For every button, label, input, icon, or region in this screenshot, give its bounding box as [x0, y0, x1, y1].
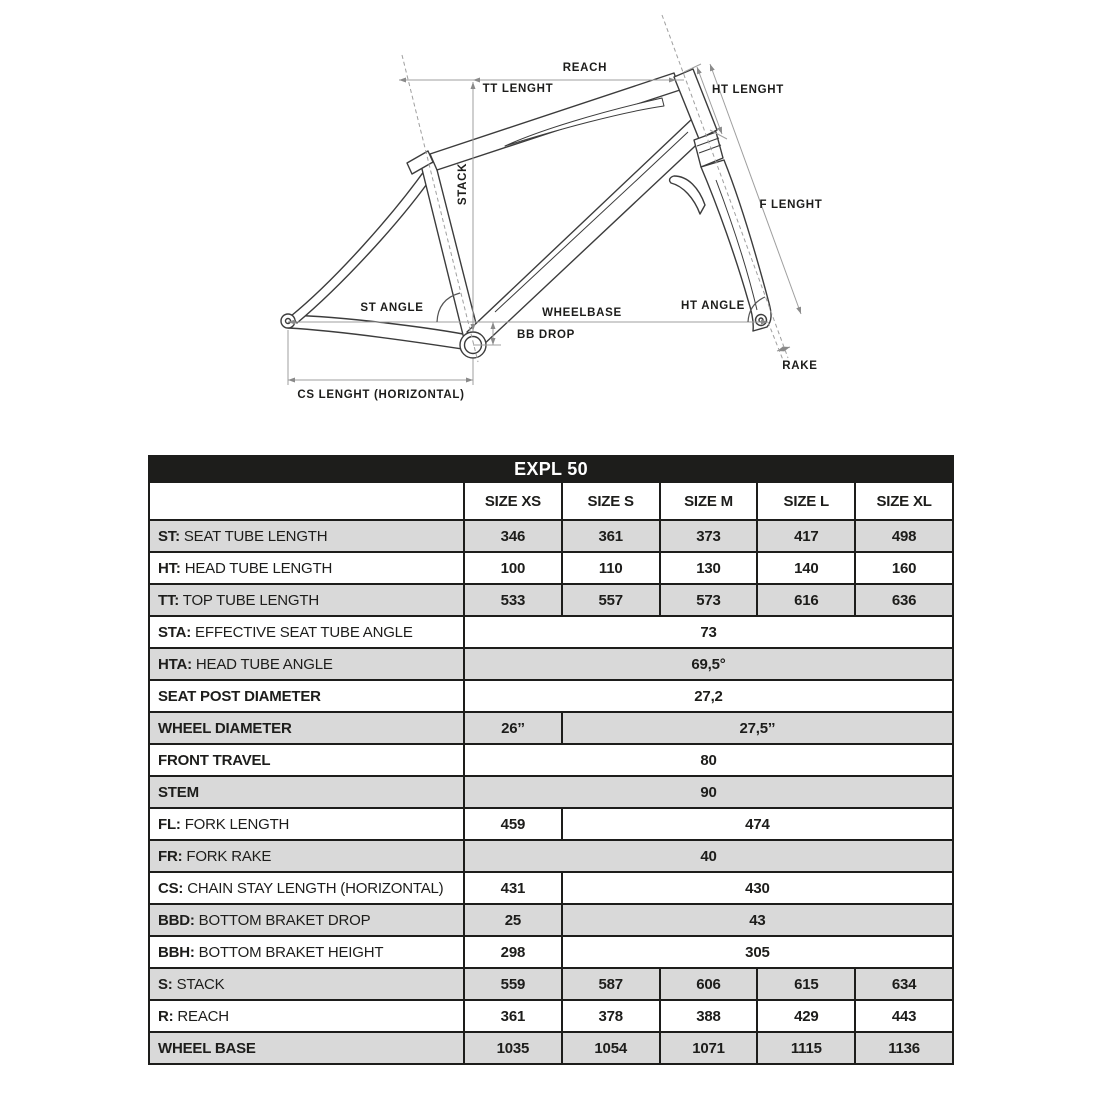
frame-geometry-diagram	[0, 0, 1100, 450]
table-row	[149, 584, 953, 616]
table-title: EXPL 50	[149, 456, 953, 482]
dim-label-rake: RAKE	[782, 360, 818, 372]
column-header: SIZE M	[660, 482, 758, 520]
value-cell: 636	[855, 584, 953, 616]
table-row	[149, 872, 953, 904]
column-header: SIZE L	[757, 482, 855, 520]
table-row	[149, 744, 953, 776]
table-row	[149, 968, 953, 1000]
row-label: STA: EFFECTIVE SEAT TUBE ANGLE	[149, 616, 464, 648]
column-header: SIZE XS	[464, 482, 562, 520]
value-cell: 27,5’’	[562, 712, 953, 744]
value-cell: 616	[757, 584, 855, 616]
value-cell: 634	[855, 968, 953, 1000]
row-label: BBD: BOTTOM BRAKET DROP	[149, 904, 464, 936]
value-cell: 429	[757, 1000, 855, 1032]
dim-label-f-length: F LENGHT	[759, 199, 823, 211]
value-cell: 361	[464, 1000, 562, 1032]
value-cell: 69,5°	[464, 648, 953, 680]
row-label: ST: SEAT TUBE LENGTH	[149, 520, 464, 552]
value-cell: 1035	[464, 1032, 562, 1064]
row-label: FL: FORK LENGTH	[149, 808, 464, 840]
table-row	[149, 904, 953, 936]
bike-frame-drawing	[281, 69, 771, 358]
value-cell: 498	[855, 520, 953, 552]
value-cell: 474	[562, 808, 953, 840]
value-cell: 559	[464, 968, 562, 1000]
table-row	[149, 552, 953, 584]
value-cell: 43	[562, 904, 953, 936]
column-header: SIZE XL	[855, 482, 953, 520]
row-label: CS: CHAIN STAY LENGTH (HORIZONTAL)	[149, 872, 464, 904]
value-cell: 27,2	[464, 680, 953, 712]
value-cell: 1136	[855, 1032, 953, 1064]
value-cell: 417	[757, 520, 855, 552]
value-cell: 130	[660, 552, 758, 584]
value-cell: 1115	[757, 1032, 855, 1064]
value-cell: 160	[855, 552, 953, 584]
dim-label-ht-angle: HT ANGLE	[681, 300, 745, 312]
table-row	[149, 520, 953, 552]
value-cell: 361	[562, 520, 660, 552]
dim-label-reach: REACH	[562, 62, 608, 74]
value-cell: 110	[562, 552, 660, 584]
table-row	[149, 808, 953, 840]
dim-label-tt-length: TT LENGHT	[482, 83, 554, 95]
table-row	[149, 712, 953, 744]
value-cell: 80	[464, 744, 953, 776]
table-row	[149, 648, 953, 680]
geometry-table	[148, 455, 954, 1065]
value-cell: 100	[464, 552, 562, 584]
value-cell: 305	[562, 936, 953, 968]
corner-cell	[149, 482, 464, 520]
value-cell: 1054	[562, 1032, 660, 1064]
row-label: STEM	[149, 776, 464, 808]
row-label: TT: TOP TUBE LENGTH	[149, 584, 464, 616]
table-row	[149, 776, 953, 808]
value-cell: 615	[757, 968, 855, 1000]
dim-label-bb-drop: BB DROP	[517, 329, 575, 341]
table-row	[149, 1032, 953, 1064]
table-title-row	[149, 456, 953, 482]
row-label: R: REACH	[149, 1000, 464, 1032]
value-cell: 606	[660, 968, 758, 1000]
value-cell: 533	[464, 584, 562, 616]
value-cell: 373	[660, 520, 758, 552]
dim-label-ht-length: HT LENGHT	[711, 84, 785, 96]
value-cell: 459	[464, 808, 562, 840]
value-cell: 26’’	[464, 712, 562, 744]
value-cell: 140	[757, 552, 855, 584]
row-label: S: STACK	[149, 968, 464, 1000]
dim-label-cs-length: CS LENGHT (HORIZONTAL)	[297, 389, 465, 401]
value-cell: 378	[562, 1000, 660, 1032]
value-cell: 73	[464, 616, 953, 648]
row-label: WHEEL DIAMETER	[149, 712, 464, 744]
value-cell: 388	[660, 1000, 758, 1032]
row-label: FRONT TRAVEL	[149, 744, 464, 776]
row-label: BBH: BOTTOM BRAKET HEIGHT	[149, 936, 464, 968]
value-cell: 90	[464, 776, 953, 808]
value-cell: 443	[855, 1000, 953, 1032]
value-cell: 557	[562, 584, 660, 616]
value-cell: 25	[464, 904, 562, 936]
table-row	[149, 936, 953, 968]
row-label: SEAT POST DIAMETER	[149, 680, 464, 712]
table-row	[149, 840, 953, 872]
table-row	[149, 680, 953, 712]
value-cell: 1071	[660, 1032, 758, 1064]
row-label: WHEEL BASE	[149, 1032, 464, 1064]
dim-label-st-angle: ST ANGLE	[360, 302, 424, 314]
row-label: HTA: HEAD TUBE ANGLE	[149, 648, 464, 680]
value-cell: 587	[562, 968, 660, 1000]
table-row	[149, 616, 953, 648]
row-label: HT: HEAD TUBE LENGTH	[149, 552, 464, 584]
table-header-row	[149, 482, 953, 520]
table-row	[149, 1000, 953, 1032]
value-cell: 573	[660, 584, 758, 616]
row-label: FR: FORK RAKE	[149, 840, 464, 872]
value-cell: 40	[464, 840, 953, 872]
value-cell: 431	[464, 872, 562, 904]
value-cell: 298	[464, 936, 562, 968]
dim-label-stack: STACK	[457, 162, 469, 206]
dim-label-wheelbase: WHEELBASE	[542, 307, 622, 319]
value-cell: 430	[562, 872, 953, 904]
value-cell: 346	[464, 520, 562, 552]
column-header: SIZE S	[562, 482, 660, 520]
geometry-table-body	[149, 456, 953, 1064]
